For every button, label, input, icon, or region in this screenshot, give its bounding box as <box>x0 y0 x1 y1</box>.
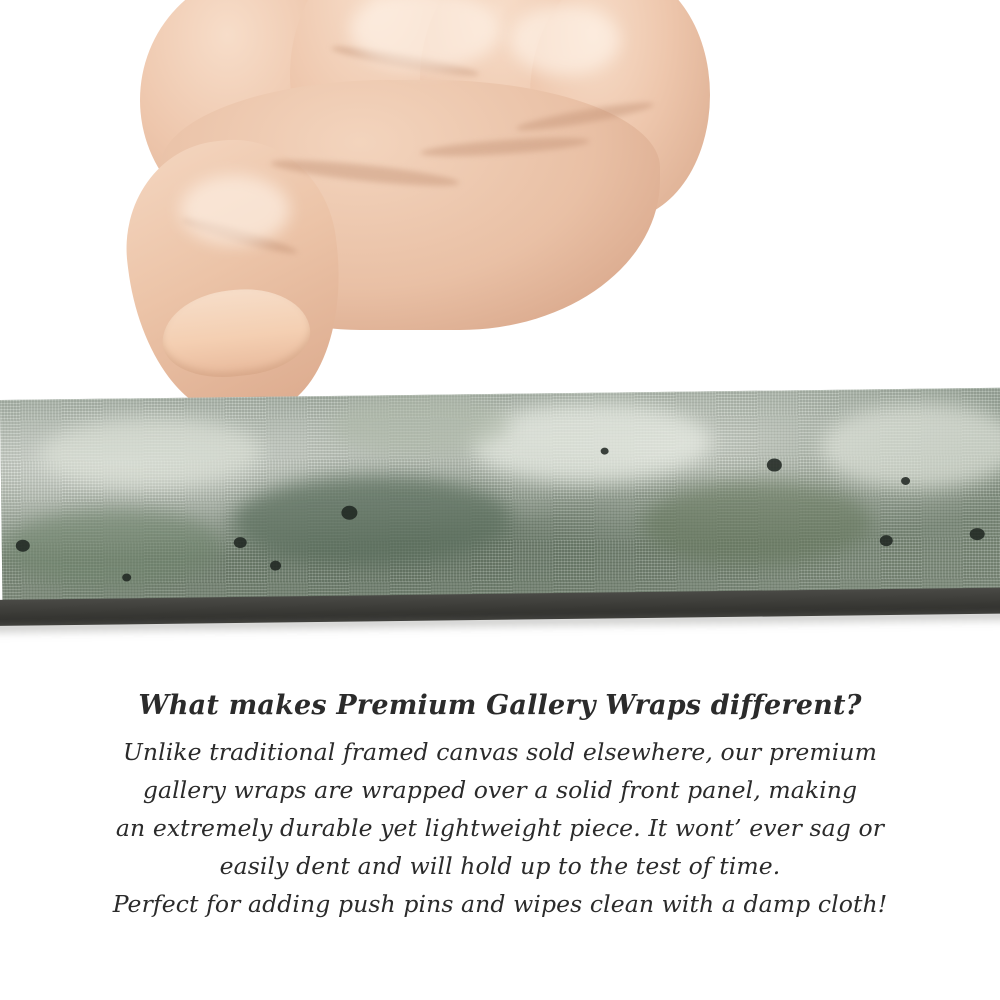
caption-line: Unlike traditional framed canvas sold elsewhere, our premium <box>122 737 878 766</box>
caption-line: easily dent and will hold up to the test of time. <box>219 851 781 880</box>
canvas-wrap-edge <box>0 388 1000 615</box>
hand-illustration <box>120 0 680 430</box>
caption-line: Perfect for adding push pins and wipes clean with a damp cloth! <box>112 889 888 918</box>
skin-highlight <box>510 5 620 75</box>
skin-highlight <box>180 175 290 245</box>
caption-block <box>0 686 1000 923</box>
caption-line: gallery wraps are wrapped over a solid front panel, making <box>142 775 858 804</box>
caption-line: an extremely durable yet lightweight piece. It wont’ ever sag or <box>115 813 885 842</box>
caption-title: What makes Premium Gallery Wraps different? <box>138 690 862 721</box>
